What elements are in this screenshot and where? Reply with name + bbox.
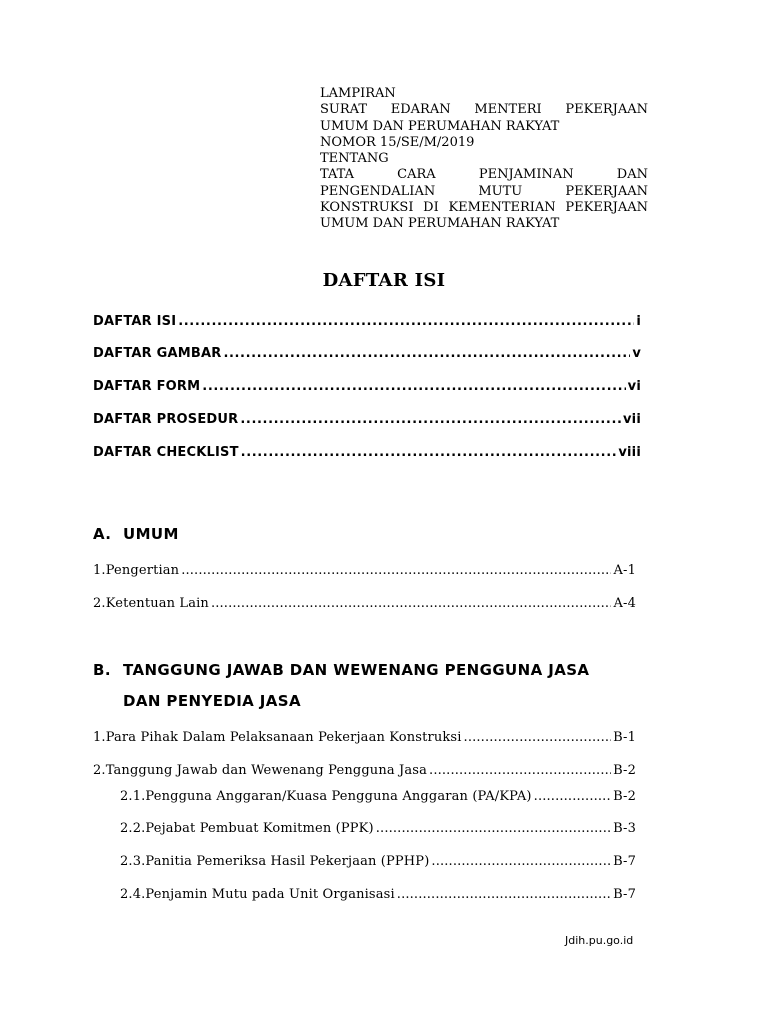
toc-number: 2.2. [120, 821, 146, 836]
toc-label: DAFTAR ISI [93, 314, 177, 329]
leader-dots [178, 314, 634, 329]
section-title: DAN PENYEDIA JASA [123, 692, 302, 710]
toc-page: A-1 [613, 563, 636, 578]
toc-entry[interactable] [93, 314, 641, 329]
toc-label: DAFTAR PROSEDUR [93, 412, 239, 427]
toc-number: 1. [93, 730, 106, 745]
header-line: TATA CARA PENJAMINAN DAN [320, 167, 648, 183]
toc-page: B-2 [613, 763, 636, 778]
toc-label: DAFTAR FORM [93, 379, 201, 394]
toc-page: i [636, 314, 641, 329]
toc-page: B-1 [613, 730, 636, 745]
toc-label: DAFTAR CHECKLIST [93, 445, 239, 460]
header-line: PENGENDALIAN MUTU PEKERJAAN [320, 183, 648, 199]
toc-entry[interactable] [93, 346, 641, 361]
footer-source: Jdih.pu.go.id [565, 934, 634, 947]
toc-number: 2. [93, 763, 106, 778]
section-heading [93, 661, 589, 679]
toc-label: Pengertian [105, 563, 180, 578]
header-line: KONSTRUKSI DI KEMENTERIAN PEKERJAAN [320, 200, 648, 216]
section-letter: A. [93, 525, 112, 543]
header-line: NOMOR 15/SE/M/2019 [320, 134, 475, 150]
toc-page: B-2 [613, 789, 636, 804]
toc-label: Para Pihak Dalam Pelaksanaan Pekerjaan Konstruksi [105, 730, 462, 745]
leader-dots [464, 730, 612, 745]
toc-number: 2.4. [120, 887, 146, 902]
section-heading-continued [123, 692, 301, 710]
header-line: LAMPIRAN [320, 86, 396, 101]
section-heading [93, 525, 179, 543]
header-line: TENTANG [320, 151, 389, 167]
leader-dots [376, 821, 611, 836]
toc-label: Tanggung Jawab dan Wewenang Pengguna Jasa [105, 763, 428, 778]
toc-entry[interactable] [93, 379, 641, 394]
header-line: UMUM DAN PERUMAHAN RAKYAT [320, 216, 560, 232]
toc-page: B-7 [613, 854, 636, 869]
lampiran-header [320, 86, 648, 233]
toc-page: A-4 [613, 596, 636, 611]
toc-page: v [632, 346, 641, 361]
toc-page: viii [618, 445, 641, 460]
leader-dots [431, 854, 611, 869]
toc-entry[interactable] [93, 730, 636, 745]
toc-label: Ketentuan Lain [105, 596, 209, 611]
toc-entry[interactable] [93, 563, 636, 578]
toc-number: 2.1. [120, 789, 146, 804]
leader-dots [202, 379, 625, 394]
toc-page: B-3 [613, 821, 636, 836]
toc-label: Panitia Pemeriksa Hasil Pekerjaan (PPHP) [145, 854, 430, 869]
toc-entry[interactable] [93, 445, 641, 460]
leader-dots [241, 445, 617, 460]
leader-dots [223, 346, 630, 361]
toc-label: Pejabat Pembuat Komitmen (PPK) [145, 821, 374, 836]
toc-subentry[interactable] [120, 789, 636, 804]
toc-label: DAFTAR GAMBAR [93, 346, 222, 361]
leader-dots [429, 763, 611, 778]
page-title: DAFTAR ISI [322, 270, 446, 291]
toc-entry[interactable] [93, 596, 636, 611]
toc-subentry[interactable] [120, 821, 636, 836]
toc-page: vi [627, 379, 641, 394]
leader-dots [211, 596, 612, 611]
leader-dots [397, 887, 611, 902]
header-line: SURAT EDARAN MENTERI PEKERJAAN [320, 102, 648, 118]
section-title: UMUM [123, 525, 179, 543]
toc-subentry[interactable] [120, 854, 636, 869]
toc-label: Penjamin Mutu pada Unit Organisasi [145, 887, 395, 902]
leader-dots [181, 563, 611, 578]
section-title: TANGGUNG JAWAB DAN WEWENANG PENGGUNA JASA [123, 661, 590, 679]
toc-number: 1. [93, 563, 106, 578]
toc-page: B-7 [613, 887, 636, 902]
toc-entry[interactable] [93, 763, 636, 778]
leader-dots [240, 412, 621, 427]
toc-subentry[interactable] [120, 887, 636, 902]
toc-page: vii [623, 412, 641, 427]
toc-number: 2. [93, 596, 106, 611]
header-line: UMUM DAN PERUMAHAN RAKYAT [320, 118, 560, 134]
leader-dots [534, 789, 611, 804]
toc-label: Pengguna Anggaran/Kuasa Pengguna Anggaran (PA/KPA) [145, 789, 532, 804]
toc-entry[interactable] [93, 412, 641, 427]
toc-number: 2.3. [120, 854, 146, 869]
section-letter: B. [93, 661, 111, 679]
